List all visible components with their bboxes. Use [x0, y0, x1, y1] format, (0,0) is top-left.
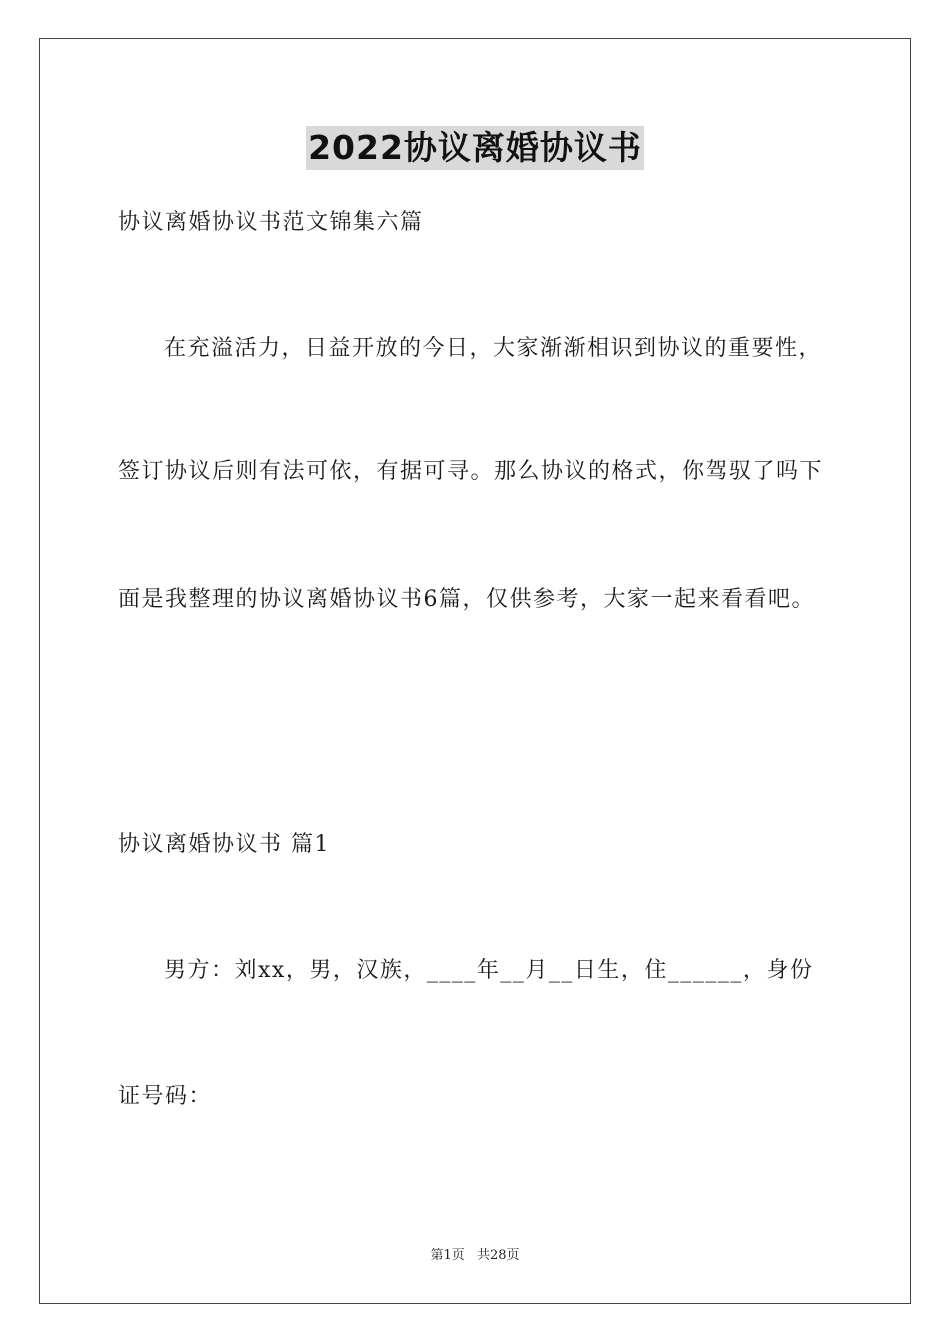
document-title: 2022协议离婚协议书 — [306, 126, 644, 170]
page-number-total: 共28页 — [476, 1248, 520, 1263]
body-line-2: 证号码： — [118, 1084, 213, 1109]
page-number-current: 第1页 — [430, 1248, 465, 1263]
intro-line-1: 在充溢活力，日益开放的今日，大家渐渐相识到协议的重要性， — [164, 336, 823, 361]
title-container — [0, 126, 950, 170]
section-heading: 协议离婚协议书 篇1 — [118, 832, 330, 857]
intro-line-2: 签订协议后则有法可依，有据可寻。那么协议的格式，你驾驭了吗下 — [118, 459, 824, 484]
page-footer — [0, 1247, 950, 1265]
body-line-1: 男方：刘xx，男，汉族，____年__月__日生，住______，身份 — [164, 958, 814, 983]
intro-line-3: 面是我整理的协议离婚协议书6篇，仅供参考，大家一起来看看吧。 — [118, 587, 815, 612]
document-subtitle: 协议离婚协议书范文锦集六篇 — [118, 210, 424, 235]
